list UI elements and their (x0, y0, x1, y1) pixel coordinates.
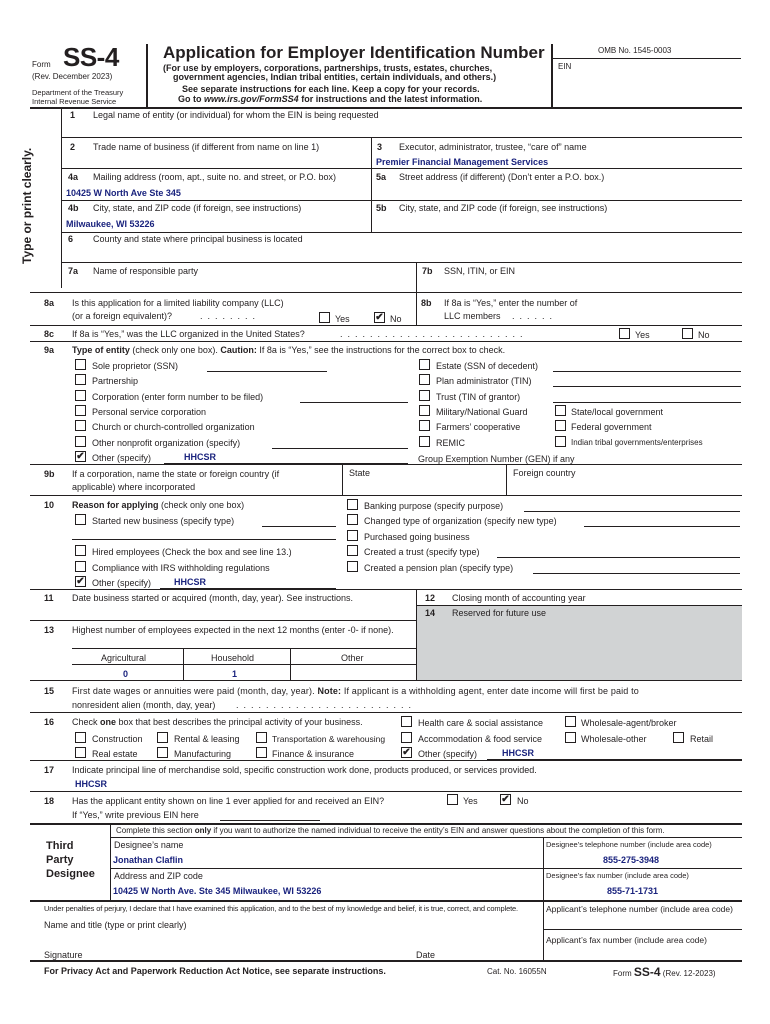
line18-yes-checkbox[interactable] (447, 794, 458, 805)
line4a-value[interactable]: 10425 W North Ave Ste 345 (66, 188, 181, 198)
subtitle-line2: government agencies, Indian tribal entities, certain individuals, and others.) (173, 72, 497, 82)
catalog-number: Cat. No. 16055N (487, 967, 547, 976)
reason-compliance-checkbox[interactable] (75, 561, 86, 572)
activity-other-checkbox[interactable]: ✔ (402, 747, 411, 758)
activity-other-value[interactable]: HHCSR (502, 748, 535, 758)
line2-label: Trade name of business (if different from name on line 1) (93, 142, 320, 152)
type-or-print-label: Type or print clearly. (20, 147, 34, 264)
omb-number: OMB No. 1545-0003 (598, 46, 672, 55)
entity-remic-checkbox[interactable] (419, 436, 430, 447)
line12-label: Closing month of accounting year (452, 593, 586, 603)
entity-trust-checkbox[interactable] (419, 390, 430, 401)
designee-phone-value[interactable]: 855-275-3948 (603, 855, 660, 865)
line8b-label2: LLC members (444, 311, 501, 321)
line8a-no-checkbox[interactable]: ✔ (375, 312, 384, 323)
reason-hired-checkbox[interactable] (75, 545, 86, 556)
activity-realestate-checkbox[interactable] (75, 747, 86, 758)
line9b-label: If a corporation, name the state or foreign country (if (72, 469, 280, 479)
line4b-value[interactable]: Milwaukee, WI 53226 (66, 219, 155, 229)
line15-label: First date wages or annuities were paid (month, day, year). Note: If applicant is a withholding agent, enter date income will first be paid to (72, 686, 639, 696)
line8c-yes-checkbox[interactable] (619, 328, 630, 339)
line16-label: Check one box that best describes the principal activity of your business. (72, 717, 363, 727)
reason-trust-checkbox[interactable] (347, 545, 358, 556)
entity-nonprofit-checkbox[interactable] (75, 436, 86, 447)
household-value[interactable]: 1 (232, 669, 238, 679)
department: Department of the Treasury (32, 88, 124, 97)
irs-link-line: Go to www.irs.gov/FormSS4 for instructions and the latest information. (178, 94, 483, 104)
activity-rental-checkbox[interactable] (157, 732, 168, 743)
page-title: Application for Employer Identification Number (163, 43, 545, 62)
instructions-line: See separate instructions for each line. Keep a copy for your records. (182, 84, 480, 94)
activity-transport-checkbox[interactable] (256, 732, 267, 743)
activity-wholesale-agent-checkbox[interactable] (565, 716, 576, 727)
line17-label: Indicate principal line of merchandise sold, specific construction work done, products produced, or services provided. (72, 765, 537, 775)
entity-other-checkbox[interactable]: ✔ (76, 451, 85, 462)
line4b-label: City, state, and ZIP code (if foreign, see instructions) (93, 203, 302, 213)
line6-label: County and state where principal business is located (93, 234, 303, 244)
line8c-no-checkbox[interactable] (682, 328, 693, 339)
activity-accommodation-checkbox[interactable] (401, 732, 412, 743)
activity-manufacturing-checkbox[interactable] (157, 747, 168, 758)
signature-label: Signature (44, 950, 83, 960)
entity-sole-checkbox[interactable] (75, 359, 86, 370)
line5a-label: Street address (if different) (Don’t enter a P.O. box.) (399, 172, 605, 182)
reason-other-value[interactable]: HHCSR (174, 577, 207, 587)
line15-label2: nonresident alien (month, day, year) (72, 700, 216, 710)
activity-retail-checkbox[interactable] (673, 732, 684, 743)
designee-instructions: Complete this section only if you want to authorize the named individual to receive the entity’s EIN and answer questions about the completion of this form. (116, 826, 665, 835)
reason-changed-checkbox[interactable] (347, 514, 358, 525)
third-party-designee-title: Designee (46, 868, 95, 880)
line9a-label: Type of entity (check only one box). Caution: If 8a is “Yes,” see the instructions for the correct box to check. (72, 345, 506, 355)
line1-label: Legal name of entity (or individual) for whom the EIN is being requested (93, 110, 379, 120)
line5b-label: City, state, and ZIP code (if foreign, see instructions) (399, 203, 608, 213)
designee-address-value[interactable]: 10425 W North Ave. Ste 345 Milwaukee, WI 53226 (113, 886, 322, 896)
irs-link[interactable]: www.irs.gov/FormSS4 (204, 94, 299, 104)
form-revision: (Rev. December 2023) (32, 72, 113, 81)
ss4-form: Form SS-4 (Rev. December 2023) Department of the Treasury Internal Revenue Service Application for Employer Identification Number (For use by employers, corporations, partnerships, trusts, estates, churches, government agencies, Indian tribal entities, certain individuals, and others.) See separate instructions for each line. Keep a copy for your records. Go to www.irs.gov/FormSS4 for instructions and the latest information. OMB No. 1545-0003 EIN Type or print clearly. 1 Legal name of entity (or individual) for whom the EIN is being requested 2 Trade name of business (if different from name on line 1) 3 Executor, administrator, trustee, “care of” name Premier Financial Management Services 4a Mailing address (room, apt., suite no. and street, or P.O. box) 10425 W North Ave Ste 345 5a Street address (if different) (Don’t enter a P.O. box.) 4b City, state, and ZIP code (if foreign, see instructions) Milwaukee, WI 53226 5b City, state, and ZIP code (if foreign, see instructions) 6 County and state where principal business is located 7a Name of responsible party 7b SSN, ITIN, or EIN 8a Is this application for a limited liability company (LLC) (or a foreign equivalent)? ........ Yes ✔ No 8b If 8a is “Yes,” enter the number of LLC members ...... 8c If 8a is “Yes,” was the LLC organized in the United States? ......................... Yes No 9a Type of entity (check only one box). Caution: If 8a is “Yes,” see the instructions for the correct box to check. Sole proprietor (SSN) Partnership Corporation (enter form number to be filed) Personal service corporation Church or church-controlled organization Other nonprofit organization (specify) ✔ Other (specify) HHCSR Estate (SSN of decedent) Plan administrator (TIN) Trust (TIN of grantor) Military/National Guard State/local government Farmers’ cooperative Federal government REMIC Indian tribal governments/enterprises Group Exemption Number (GEN) if any 9b If a corporation, name the state or foreign country (if applicable) where incorporated State Foreign country 10 Reason for applying (check only one box) Started new business (specify type) Hired employees (Check the box and see line 13.) Compliance with IRS withholding regulations ✔ Other (specify) HHCSR Banking purpose (specify purpose) Changed type of organization (specify new type) Purchased going business Created a trust (specify type) Created a pension plan (specify type) 11 Date business started or acquired (month, day, year). See instructions. 12 Closing month of accounting year 14 Reserved for future use 13 Highest number of employees expected in the next 12 months (enter -0- if none). Agricultural 0 Household 1 Other 15 First date wages or annuities were paid (month, day, year). Note: If applicant is a withholding agent, enter date income will first be paid to nonresident alien (month, day, year) ........................ 16 Check one box that best describes the principal activity of your business. Health care & social assistance Wholesale-agent/broker Construction Rental & leasing Transportation & warehousing Accommodation & food service Wholesale-other Retail Real estate Manufacturing Finance & insurance ✔ Other (specify) HHCSR 17 Indicate principal line of merchandise sold, specific construction work done, products produced, or services provided. HHCSR 18 Has the applicant entity shown on line 1 ever applied for and received an EIN? Yes ✔ No If “Yes,” write previous EIN here Complete this section only if you want to authorize the named individual to receive the entity’s EIN and answer questions about the completion of this form. Third Party Designee Designee’s name Jonathan Claflin Designee’s telephone number (include area code) 855-275-3948 Address and ZIP code 10425 W North Ave. Ste 345 Milwaukee, WI 53226 Designee’s fax number (include area code) 855-71-1731 Under penalties of perjury, I declare that I have examined this application, and to the best of my knowledge and belief, it is true, correct, and complete. Applicant’s telephone number (include area code) Name and title (type or print clearly) Applicant’s fax number (include area code) Signature Date For Privacy Act and Paperwork Reduction Act Notice, see separate instructions. Cat. No. 16055N Form SS-4 (Rev. 12-2023) (0, 0, 770, 1024)
line13-label: Highest number of employees expected in the next 12 months (enter -0- if none). (72, 625, 394, 635)
entity-indian-checkbox[interactable] (555, 436, 566, 447)
date-label: Date (416, 950, 436, 960)
reason-pension-checkbox[interactable] (347, 561, 358, 572)
entity-psc-checkbox[interactable] (75, 405, 86, 416)
entity-estate-checkbox[interactable] (419, 359, 430, 370)
reason-banking-checkbox[interactable] (347, 499, 358, 510)
form-word: Form (32, 60, 51, 69)
reason-purchased-checkbox[interactable] (347, 530, 358, 541)
reason-other-checkbox[interactable]: ✔ (76, 576, 85, 587)
line4a-label: Mailing address (room, apt., suite no. and street, or P.O. box) (93, 172, 336, 182)
name-title-label: Name and title (type or print clearly) (44, 920, 187, 930)
entity-plan-checkbox[interactable] (419, 374, 430, 385)
activity-finance-checkbox[interactable] (256, 747, 267, 758)
activity-construction-checkbox[interactable] (75, 732, 86, 743)
activity-health-checkbox[interactable] (401, 716, 412, 727)
ein-label: EIN (558, 62, 572, 71)
line3-label: Executor, administrator, trustee, “care of” name (399, 142, 587, 152)
privacy-notice: For Privacy Act and Paperwork Reduction Act Notice, see separate instructions. (44, 966, 386, 976)
line17-value[interactable]: HHCSR (75, 779, 108, 789)
agricultural-value[interactable]: 0 (123, 669, 129, 679)
subtitle-line1: (For use by employers, corporations, partnerships, trusts, estates, churches, (163, 63, 493, 73)
line18-no-checkbox[interactable]: ✔ (501, 794, 510, 805)
footer-form: Form SS-4 (Rev. 12-2023) (613, 965, 716, 979)
perjury-statement: Under penalties of perjury, I declare that I have examined this application, and to the best of my knowledge and belief, it is true, correct, and complete. (44, 904, 518, 913)
reason-started-checkbox[interactable] (75, 514, 86, 525)
line8a-label: Is this application for a limited liability company (LLC) (72, 298, 284, 308)
line7a-label: Name of responsible party (93, 266, 199, 276)
designee-fax-value[interactable]: 855-71-1731 (607, 886, 659, 896)
entity-other-value[interactable]: HHCSR (184, 452, 217, 462)
line7b-label: SSN, ITIN, or EIN (444, 266, 516, 276)
entity-state-checkbox[interactable] (555, 405, 566, 416)
activity-wholesale-other-checkbox[interactable] (565, 732, 576, 743)
line10-label: Reason for applying (check only one box) (72, 500, 245, 510)
entity-military-checkbox[interactable] (419, 405, 430, 416)
entity-church-checkbox[interactable] (75, 420, 86, 431)
entity-corporation-checkbox[interactable] (75, 390, 86, 401)
line9b-label2: applicable) where incorporated (72, 482, 196, 492)
line8a-yes-checkbox[interactable] (319, 312, 330, 323)
line3-value[interactable]: Premier Financial Management Services (376, 157, 549, 167)
line14-label: Reserved for future use (452, 608, 547, 618)
entity-partnership-checkbox[interactable] (75, 374, 86, 385)
gen-label: Group Exemption Number (GEN) if any (418, 454, 575, 464)
line18-label: Has the applicant entity shown on line 1 ever applied for and received an EIN? (72, 796, 385, 806)
agency: Internal Revenue Service (32, 97, 117, 106)
line8b-label: If 8a is “Yes,” enter the number of (444, 298, 578, 308)
line18-label2: If “Yes,” write previous EIN here (72, 810, 199, 820)
designee-name-value[interactable]: Jonathan Claflin (113, 855, 184, 865)
form-number: SS-4 (63, 42, 119, 72)
line8a-label2: (or a foreign equivalent)? (72, 311, 173, 321)
entity-federal-checkbox[interactable] (555, 420, 566, 431)
line8c-label: If 8a is “Yes,” was the LLC organized in the United States? (72, 329, 305, 339)
entity-farmers-checkbox[interactable] (419, 420, 430, 431)
line11-label: Date business started or acquired (month, day, year). See instructions. (72, 593, 353, 603)
